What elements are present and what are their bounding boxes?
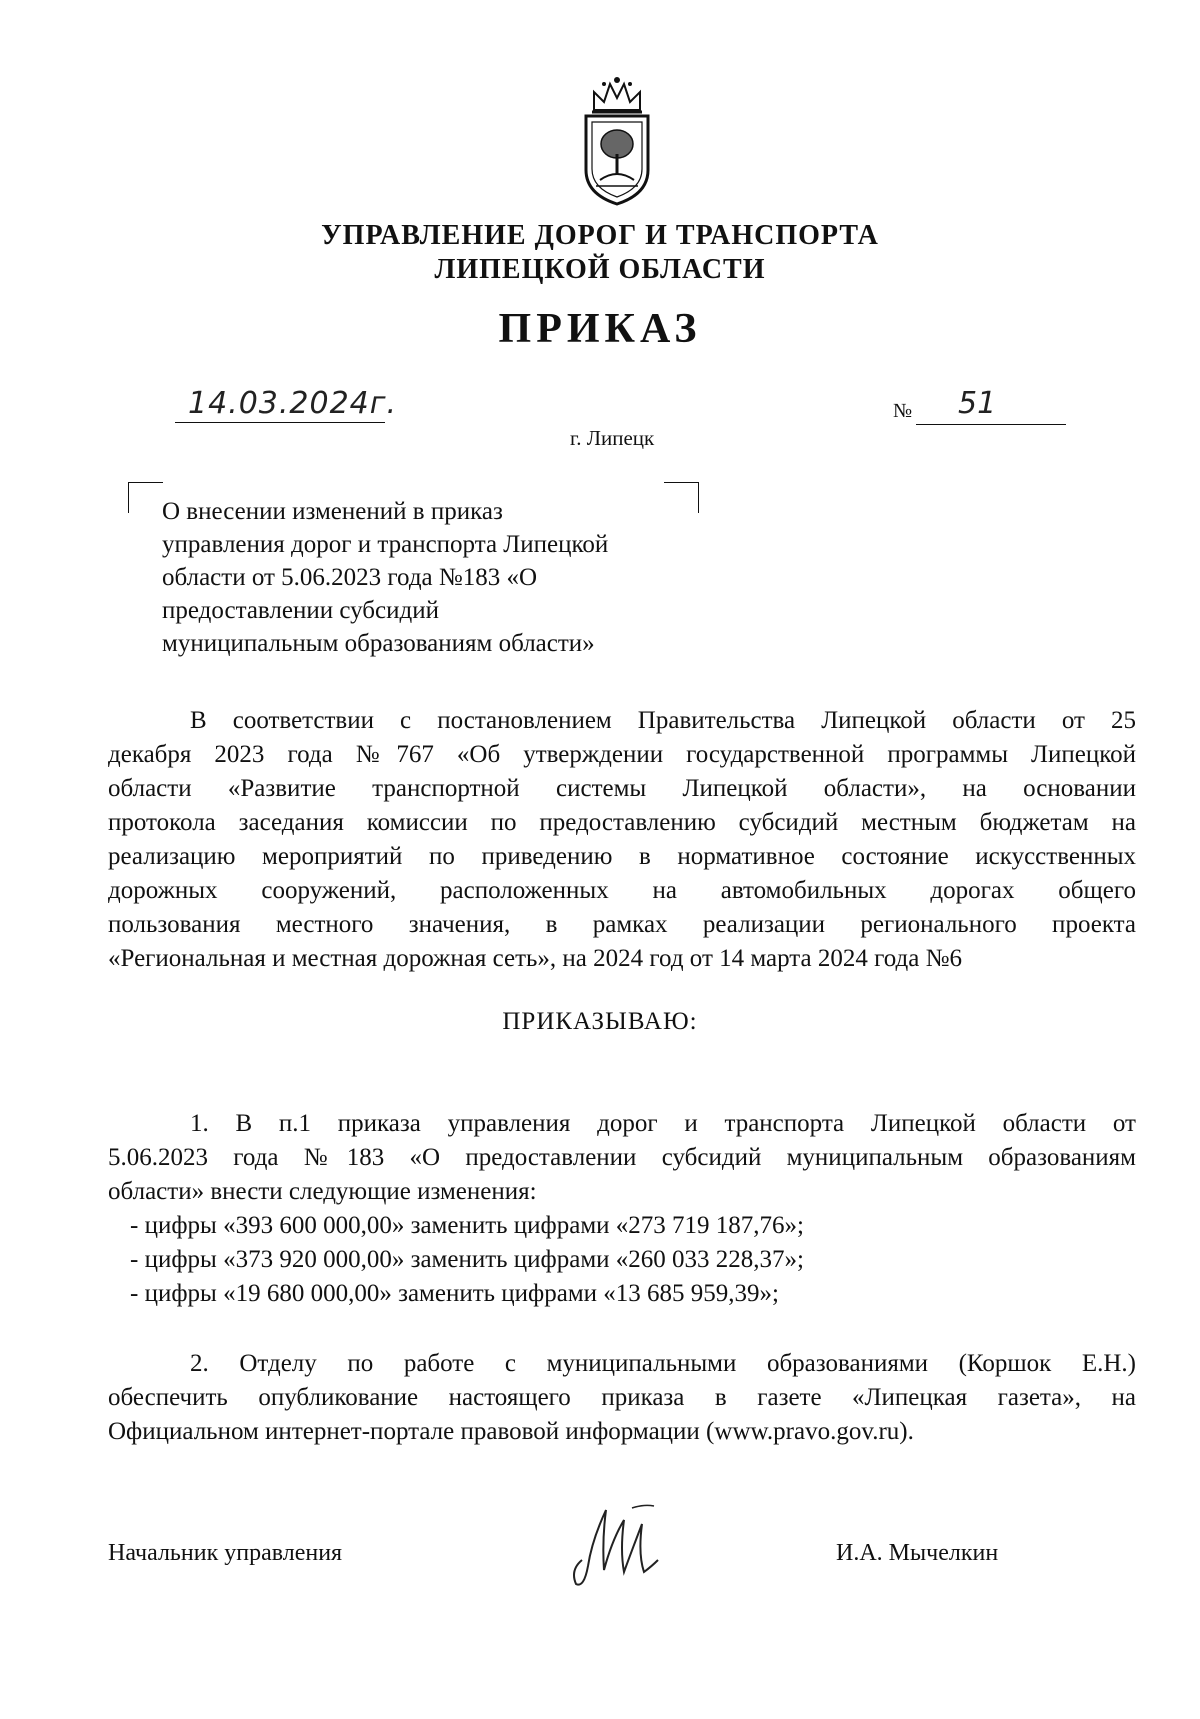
coat-of-arms-icon bbox=[572, 70, 662, 210]
subject-line: управления дорог и транспорта Липецкой bbox=[162, 531, 609, 558]
change-item: - цифры «373 920 000,00» заменить цифрами «260 033 228,37»; bbox=[130, 1246, 804, 1273]
orders-heading: ПРИКАЗЫВАЮ: bbox=[502, 1008, 698, 1035]
subject-corner-left bbox=[128, 482, 163, 513]
doc-date: 14.03.2024г. bbox=[188, 386, 398, 421]
preamble-line: «Региональная и местная дорожная сеть», на 2024 год от 14 марта 2024 года №6 bbox=[108, 945, 962, 972]
org-name-line1: УПРАВЛЕНИЕ ДОРОГ И ТРАНСПОРТА bbox=[321, 220, 879, 251]
subject-corner-right bbox=[664, 482, 699, 513]
subject-line: О внесении изменений в приказ bbox=[162, 498, 503, 525]
doc-type-title: ПРИКАЗ bbox=[498, 306, 702, 352]
number-label: № bbox=[893, 400, 913, 422]
city: г. Липецк bbox=[570, 426, 655, 450]
signer-name: И.А. Мычелкин bbox=[836, 1540, 999, 1566]
preamble-line: пользования местного значения, в рамках реализации регионального проекта bbox=[108, 911, 1136, 938]
subject-line: предоставлении субсидий bbox=[162, 597, 439, 624]
item2-line: обеспечить опубликование настоящего приказа в газете «Липецкая газета», на bbox=[108, 1384, 1136, 1411]
handwritten-signature-icon bbox=[562, 1500, 682, 1590]
doc-number: 51 bbox=[958, 386, 997, 421]
preamble-line: реализацию мероприятий по приведению в нормативное состояние искусственных bbox=[108, 843, 1136, 870]
item1-line: области» внести следующие изменения: bbox=[108, 1178, 537, 1205]
item2-line: 2. Отделу по работе с муниципальными образованиями (Коршок Е.Н.) bbox=[190, 1350, 1136, 1377]
preamble-line: декабря 2023 года №767 «Об утверждении государственной программы Липецкой bbox=[108, 741, 1136, 768]
signer-position: Начальник управления bbox=[108, 1540, 343, 1566]
date-underline bbox=[175, 422, 385, 423]
item1-line: 5.06.2023 года №183 «О предоставлении субсидий муниципальным образованиям bbox=[108, 1144, 1136, 1171]
preamble-line: дорожных сооружений, расположенных на автомобильных дорогах общего bbox=[108, 877, 1136, 904]
change-item: - цифры «393 600 000,00» заменить цифрами «273 719 187,76»; bbox=[130, 1212, 804, 1239]
preamble-line: области «Развитие транспортной системы Липецкой области», на основании bbox=[108, 775, 1136, 802]
subject-line: муниципальным образованиям области» bbox=[162, 630, 595, 657]
item2-line: Официальном интернет-портале правовой информации (www.pravo.gov.ru). bbox=[108, 1418, 914, 1445]
org-name-line2: ЛИПЕЦКОЙ ОБЛАСТИ bbox=[434, 254, 766, 285]
preamble-line: протокола заседания комиссии по предоставлению субсидий местным бюджетам на bbox=[108, 809, 1136, 836]
change-item: - цифры «19 680 000,00» заменить цифрами «13 685 959,39»; bbox=[130, 1280, 779, 1307]
number-underline bbox=[916, 424, 1066, 425]
subject-line: области от 5.06.2023 года №183 «О bbox=[162, 564, 538, 591]
item1-line: 1. В п.1 приказа управления дорог и транспорта Липецкой области от bbox=[190, 1110, 1136, 1137]
preamble-line: В соответствии с постановлением Правительства Липецкой области от 25 bbox=[190, 707, 1136, 734]
